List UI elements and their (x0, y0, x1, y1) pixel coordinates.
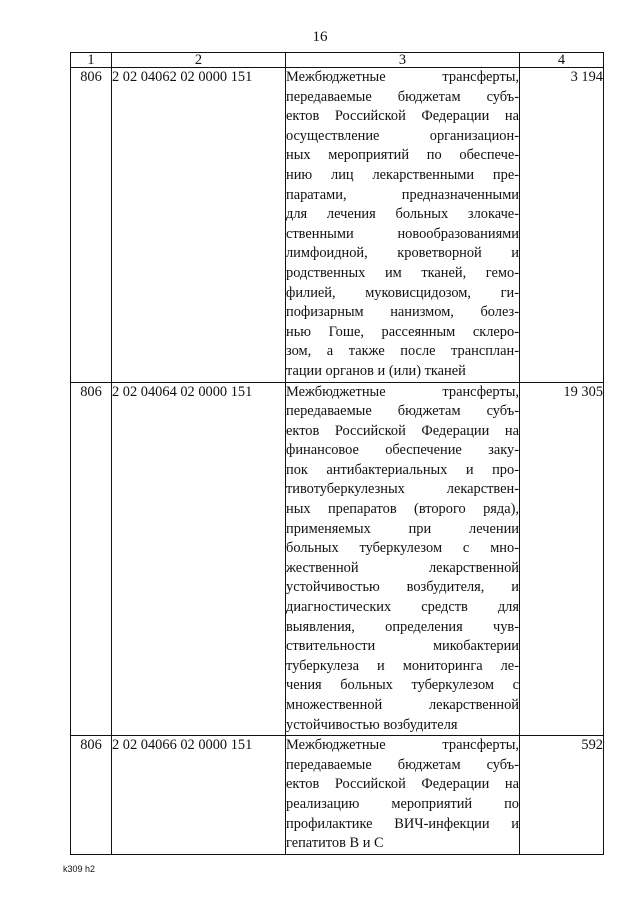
budget-classification-code-cell: 2 02 04066 02 0000 151 (112, 736, 286, 855)
description-line: профилактике ВИЧ-инфекции и (286, 815, 519, 832)
description-line: нию лиц лекарственными пре- (286, 166, 519, 183)
description-line: ных препаратов (второго ряда), (286, 501, 519, 518)
description-line: передаваемые бюджетам субъ- (286, 88, 519, 105)
budget-classification-code-cell: 2 02 04064 02 0000 151 (112, 382, 286, 736)
description-line: Межбюджетные трансферты, (286, 383, 519, 400)
description-line: тации органов и (или) тканей (286, 362, 466, 379)
description-line: ственными новообразованиями (286, 225, 519, 242)
description-line: нью Гоше, рассеянным склеро- (286, 323, 519, 340)
description-line: пофизарным нанизмом, болез- (286, 304, 519, 321)
table-header-row (71, 53, 604, 68)
description-line: ектов Российской Федерации на (286, 776, 519, 793)
budget-classification-code-cell: 2 02 04062 02 0000 151 (112, 68, 286, 383)
table-row (71, 736, 604, 855)
description-line: множественной лекарственной (286, 697, 519, 713)
amount-cell: 592 (520, 736, 604, 855)
description-line: ствительности микобактерии (286, 638, 519, 655)
description-line: больных туберкулезом с мно- (286, 540, 519, 557)
description-cell (286, 736, 520, 855)
description-line: пок антибактериальных и про- (286, 461, 519, 478)
column-header-1: 1 (71, 53, 112, 68)
table-row (71, 68, 604, 383)
description-line: финансовое обеспечение заку- (286, 442, 519, 459)
admin-code-cell: 806 (71, 68, 112, 383)
amount-cell: 19 305 (520, 382, 604, 736)
description-line: лимфоидной, кроветворной и (286, 245, 519, 262)
column-header-2: 2 (112, 53, 286, 68)
description-cell (286, 382, 520, 736)
description-line: ных мероприятий по обеспече- (286, 147, 519, 164)
description-line: филией, муковисцидозом, ги- (286, 284, 519, 301)
table-row (71, 382, 604, 736)
description-line: паратами, предназначенными (286, 186, 519, 203)
description-line: ектов Российской Федерации на (286, 422, 519, 439)
description-line: выявления, определения чув- (286, 618, 519, 635)
description-cell (286, 68, 520, 383)
description-line: применяемых при лечении (286, 520, 519, 537)
footer-code: k309 h2 (63, 864, 96, 874)
description-line: Межбюджетные трансферты, (286, 69, 519, 85)
amount-cell: 3 194 (520, 68, 604, 383)
column-header-3: 3 (286, 53, 520, 68)
description-line: гепатитов В и С (286, 835, 384, 852)
description-line: диагностических средств для (286, 599, 519, 616)
admin-code-cell: 806 (71, 736, 112, 855)
description-line: передаваемые бюджетам субъ- (286, 403, 519, 420)
description-line: Межбюджетные трансферты, (286, 737, 519, 754)
description-line: для лечения больных злокаче- (286, 206, 519, 223)
description-line: чения больных туберкулезом с (286, 677, 519, 694)
description-line: родственных им тканей, гемо- (286, 264, 519, 281)
description-line: передаваемые бюджетам субъ- (286, 756, 519, 773)
description-line: зом, а также после трансплан- (286, 343, 519, 360)
description-line: тивотуберкулезных лекарствен- (286, 481, 519, 498)
admin-code-cell: 806 (71, 382, 112, 736)
description-line: реализацию мероприятий по (286, 795, 519, 812)
description-line: устойчивостью возбудителя, и (286, 579, 519, 596)
description-line: устойчивостью возбудителя (286, 716, 458, 733)
description-line: жественной лекарственной (286, 559, 519, 576)
description-line: туберкулеза и мониторинга ле- (286, 657, 519, 674)
table-body (71, 68, 604, 855)
description-line: ектов Российской Федерации на (286, 108, 519, 125)
description-line: осуществление организацион- (286, 127, 519, 144)
page-number: 16 (312, 29, 328, 45)
budget-table (70, 52, 604, 855)
column-header-4: 4 (520, 53, 604, 68)
